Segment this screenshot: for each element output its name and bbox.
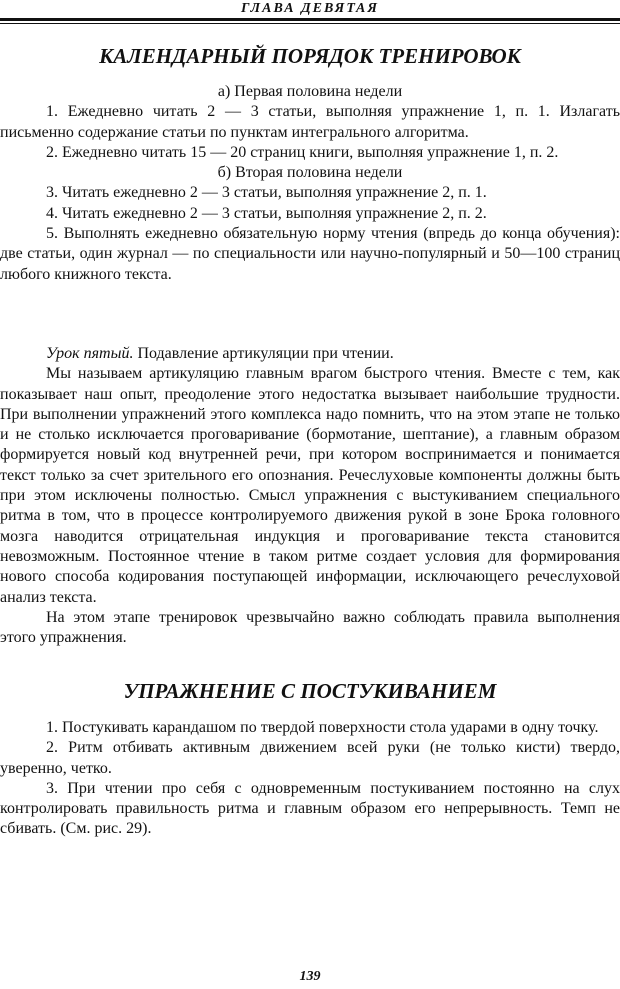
lesson-paragraph-1: Мы называем артикуляцию главным врагом быстрого чтения. Вместе с тем, как показывает наш опыт, преодоление этого недостатка вызывает наибольшие трудности. При выполнении упражнений этого комплекса надо помнить, что на этом этапе не только и не столько исключается проговаривание (бормотание, шептание), а главным образом формируется новый код внутренней речи, при котором воспринимается и понимается текст только за счет зрительного его опознания. Речеслуховые компоненты должны быть при этом исключены полностью. Смысл упражнения с выстукиванием специального ритма в том, что в процессе контролируемого движения рукой в зоне Брока головного мозга наводится отрицательная индукция и проговаривание текста становится невозможным. Постоянное чтение в таком ритме создает условия для формирования нового способа кодирования поступающей информации, исключающего речеслуховой анализ текста. — [0, 365, 620, 606]
item-a2: 2. Ежедневно читать 15 — 20 страниц книги, выполняя упражнение 1, п. 2. — [46, 143, 559, 161]
lesson-label: Урок пятый. — [46, 345, 134, 362]
item-b3: 3. Читать ежедневно 2 — 3 статьи, выполняя упражнение 2, п. 1. — [46, 184, 487, 202]
item-b5: 5. Выполнять ежедневно обязательную норму чтения (впредь до конца обучения): две статьи, один журнал — по специальности или научно-популярный и 50—100 страниц любого книжного текста. — [0, 225, 620, 283]
item-a1: 1. Ежедневно читать 2 — 3 статьи, выполняя упражнение 1, п. 1. Излагать письменно содержание статьи по пунктам интегрального алгоритма. — [0, 103, 620, 141]
tapping-item-2: 2. Ритм отбивать активным движением всей руки (не только кисти) твердо, уверенно, четко. — [0, 739, 620, 777]
page-number: 139 — [299, 969, 321, 984]
item-b4: 4. Читать ежедневно 2 — 3 статьи, выполняя упражнение 2, п. 2. — [46, 204, 487, 222]
header-rule-thin — [0, 23, 620, 24]
section-title-tapping: УПРАЖНЕНИЕ С ПОСТУКИВАНИЕМ — [123, 679, 497, 703]
section-calendar-title-block — [0, 43, 620, 69]
lesson-five-body — [0, 344, 620, 648]
subheading-second-half: б) Вторая половина недели — [217, 164, 403, 182]
lesson-heading-line — [0, 344, 620, 364]
section-calendar-body — [0, 82, 620, 285]
subheading-first-half: а) Первая половина недели — [217, 83, 403, 100]
header-rule-thick — [0, 18, 620, 21]
running-head: ГЛАВА ДЕВЯТАЯ — [241, 1, 379, 16]
tapping-item-3: 3. При чтении про себя с одновременным постукиванием постоянно на слух контролировать правильность ритма и главным образом его непрерывность. Темп не сбивать. (См. рис. 29). — [0, 779, 620, 838]
lesson-title: Подавление артикуляции при чтении. — [133, 345, 394, 362]
lesson-paragraph-2: На этом этапе тренировок чрезвычайно важно соблюдать правила выполнения этого упражнения. — [0, 608, 620, 647]
section-title-calendar: КАЛЕНДАРНЫЙ ПОРЯДОК ТРЕНИРОВОК — [99, 44, 521, 68]
section-tapping-body — [0, 718, 620, 840]
tapping-item-1: 1. Постукивать карандашом по твердой поверхности стола ударами в одну точку. — [46, 719, 599, 736]
section-tapping-title-block — [0, 678, 620, 704]
